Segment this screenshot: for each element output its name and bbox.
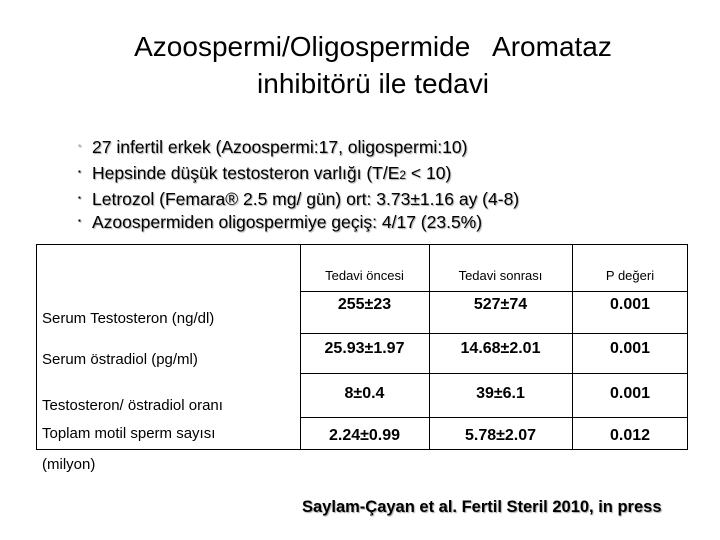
value-before: 2.24±0.99 <box>328 427 401 444</box>
bullet-text: Hepsinde düşük testosteron varlığı (T/E <box>92 163 400 183</box>
value-p: 0.012 <box>609 427 651 444</box>
row-label: Serum östradiol (pg/ml) <box>42 351 198 368</box>
bullet-item <box>78 136 467 159</box>
slide-title <box>0 28 720 102</box>
value-p: 0.001 <box>609 385 651 402</box>
slide-title-line-1: Azoospermi/Oligospermide Aromataz <box>134 31 612 62</box>
column-header-after: Tedavi sonrası <box>458 268 543 283</box>
bullet-item <box>78 211 482 234</box>
bullet-marker-icon: ▪ <box>78 141 81 151</box>
value-before: 255±23 <box>337 296 392 313</box>
bullet-text: < 10) <box>406 163 452 183</box>
value-after: 527±74 <box>473 296 528 313</box>
table-divider <box>300 417 688 418</box>
row-label: Serum Testosteron (ng/dl) <box>42 310 215 327</box>
bullet-marker-icon: ▪ <box>78 216 81 226</box>
value-after: 5.78±2.07 <box>464 427 537 444</box>
table-divider <box>300 333 688 334</box>
slide-title-line-2: inhibitörü ile tedavi <box>257 68 489 99</box>
column-header-p-value: P değeri <box>605 268 655 283</box>
value-p: 0.001 <box>609 296 651 313</box>
bullet-marker-icon: ▪ <box>78 167 81 177</box>
column-header-before: Tedavi öncesi <box>325 268 404 283</box>
row-label-continued: (milyon) <box>42 456 96 473</box>
bullet-text-subscript: 2 <box>399 168 407 182</box>
bullet-text: 27 infertil erkek (Azoospermi:17, oligospermi:10) <box>92 137 468 157</box>
row-label: Toplam motil sperm sayısı <box>42 425 216 442</box>
bullet-text: Azoospermiden oligospermiye geçiş: 4/17 (23.5%) <box>92 212 483 232</box>
value-before: 8±0.4 <box>344 385 385 402</box>
bullet-item <box>78 162 451 186</box>
value-after: 14.68±2.01 <box>460 340 541 357</box>
value-before: 25.93±1.97 <box>324 340 405 357</box>
value-after: 39±6.1 <box>476 385 525 402</box>
citation: Saylam-Çayan et al. Fertil Steril 2010, in press <box>302 498 662 516</box>
bullet-text: Letrozol (Femara® 2.5 mg/ gün) ort: 3.73±1.16 ay (4-8) <box>92 189 520 209</box>
value-p: 0.001 <box>609 340 651 357</box>
bullet-item <box>78 188 519 211</box>
row-label: Testosteron/ östradiol oranı <box>42 397 223 414</box>
bullet-marker-icon: ▪ <box>78 193 81 203</box>
table-divider <box>300 291 688 292</box>
table-divider <box>300 373 688 374</box>
